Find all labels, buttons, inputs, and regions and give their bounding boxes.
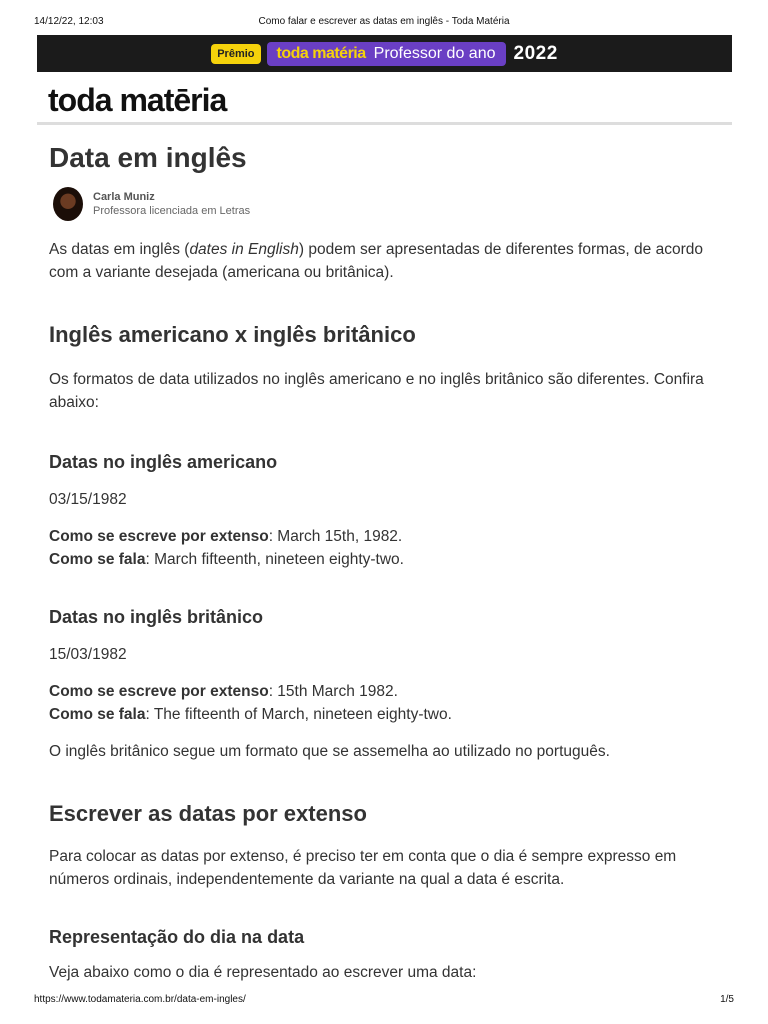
section3-paragraph: Veja abaixo como o dia é representado ao escrever uma data: [49,964,477,981]
header-divider [37,122,732,125]
author-avatar[interactable] [53,187,83,221]
british-write-value: : 15th March 1982. [268,683,398,700]
section1-paragraph: Os formatos de data utilizados no inglês americano e no inglês britânico são diferentes. Confira abaixo: [49,371,704,411]
heading-british-dates: Datas no inglês britânico [49,607,264,627]
heading-write-dates: Escrever as datas por extenso [49,801,367,826]
american-write-label: Como se escreve por extenso [49,528,269,545]
british-speak-label: Como se fala [49,706,146,723]
author-name[interactable]: Carla Muniz [93,191,155,203]
site-logo[interactable]: toda matēria [48,82,227,118]
print-doc-title: Como falar e escrever as datas em inglês - Toda Matéria [258,16,510,27]
promo-banner[interactable] [37,35,732,72]
print-datetime: 14/12/22, 12:03 [34,16,104,27]
banner-tagline: Professor do ano [373,44,496,62]
heading-american-dates: Datas no inglês americano [49,452,278,472]
intro-italic: dates in English [189,241,299,258]
british-speak-line [49,703,729,726]
banner-year: 2022 [513,42,558,64]
american-speak-value: : March fifteenth, nineteen eighty-two. [145,551,404,568]
page-title: Data em inglês [49,142,247,173]
intro-text-2: ) podem ser apresentadas de diferentes formas, de acordo com a variante desejada (americana ou britânica). [49,241,703,281]
author-role: Professora licenciada em Letras [93,205,251,217]
print-url[interactable]: https://www.todamateria.com.br/data-em-ingles/ [34,994,246,1005]
intro-text-1: As datas em inglês ( [49,241,190,258]
article-content [49,140,729,984]
british-speak-value: : The fifteenth of March, nineteen eighty-two. [145,706,452,723]
american-write-value: : March 15th, 1982. [268,528,403,545]
american-date: 03/15/1982 [49,491,127,508]
american-speak-label: Como se fala [49,551,146,568]
page-number: 1/5 [720,994,734,1005]
british-note: O inglês britânico segue um formato que se assemelha ao utilizado no português. [49,743,610,760]
british-write-line [49,680,729,703]
banner-brand: toda matéria [276,44,366,62]
print-footer [34,994,734,1008]
intro-paragraph [49,238,729,284]
section2-paragraph: Para colocar as datas por extenso, é preciso ter em conta que o dia é sempre expresso em números ordinais, independentemente da variante na qual a data é escrita. [49,848,677,888]
american-write-line [49,525,729,548]
promo-label [267,42,506,66]
heading-american-vs-british: Inglês americano x inglês britânico [49,322,416,347]
british-write-label: Como se escreve por extenso [49,683,269,700]
author-block [49,186,729,222]
print-header [34,16,734,30]
premio-badge: Prêmio [211,44,260,64]
heading-day-representation: Representação do dia na data [49,927,305,947]
british-date: 15/03/1982 [49,646,127,663]
american-speak-line [49,548,729,571]
